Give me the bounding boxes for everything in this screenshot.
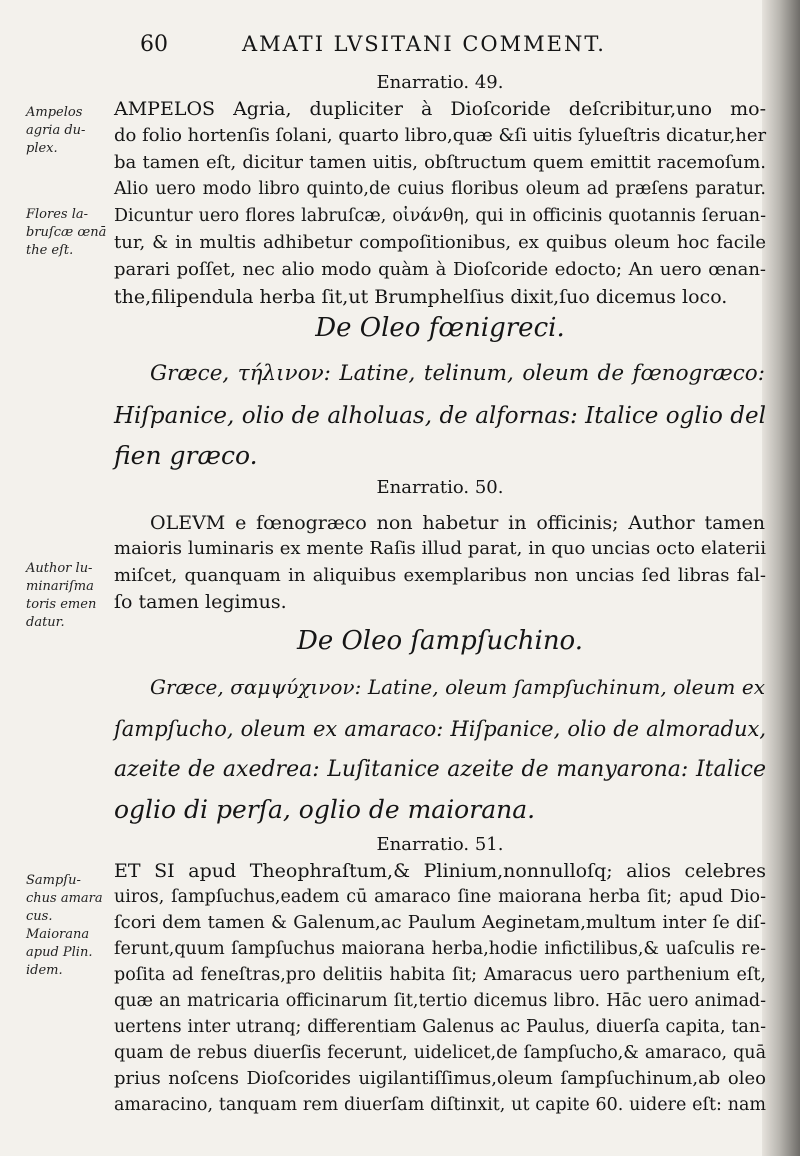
para-51-line: quam de rebus diuerſis fecerunt, uidelicet,de ſampſucho,& amaraco, quā <box>114 1043 766 1063</box>
names-foenigreci-line: Græce, τήλινον: Latine, telinum, oleum de fœnogræco: <box>150 361 765 386</box>
para-49-line: tur, & in multis adhibetur compoſitionibus, ex quibus oleum hoc facile <box>114 232 766 253</box>
para-49-line: Alio uero modo libro quinto,de cuius floribus oleum ad præſens paratur. <box>114 179 766 199</box>
para-51-line: ferunt,quum ſampſuchus maiorana herba,hodie infictilibus,& uaſculis re- <box>114 939 766 959</box>
section-heading-foenigreci: De Oleo fœnigreci. <box>315 313 565 343</box>
para-50-line: miſcet, quanquam in aliquibus exemplaribus non uncias ſed libras fal- <box>114 565 766 586</box>
para-49-line: AMPELOS Agria, dupliciter à Dioſcoride deſcribitur,uno mo- <box>114 98 766 120</box>
running-title: AMATI LVSITANI COMMENT. <box>242 32 606 56</box>
para-50-line: ſo tamen legimus. <box>114 591 287 613</box>
names-sampsuchino-line: azeite de axedrea: Luſitanice azeite de manyarona: Italice <box>114 757 766 782</box>
margin-note-author: Author lu- minariſma toris emen datur. <box>26 561 97 630</box>
names-sampsuchino-line: oglio di perſa, oglio de maiorana. <box>114 795 536 824</box>
para-49-line: parari poſſet, nec alio modo quàm à Dioſcoride edocto; An uero œnan- <box>114 259 766 280</box>
enarratio-51-heading: Enarratio. 51. <box>376 834 504 855</box>
para-51-line: ET SI apud Theophraſtum,& Plinium,nonnulloſq; alios celebres <box>114 860 766 882</box>
para-49-line: the,filipendula herba ſit,ut Brumphelſius dixit,ſuo dicemus loco. <box>114 286 728 308</box>
para-51-line: poſita ad feneſtras,pro delitiis habita ſit; Amaracus uero parthenium eſt, <box>114 965 766 985</box>
para-49-line: do folio hortenſis ſolani, quarto libro,quæ &ſi uitis ſylueſtris dicatur,her <box>114 125 767 146</box>
names-sampsuchino-line: Græce, σαμψύχινον: Latine, oleum ſampſuchinum, oleum ex <box>150 675 765 699</box>
names-foenigreci-line: fien græco. <box>114 441 258 470</box>
page-edge-shadow <box>762 0 800 1156</box>
margin-note-sampsuchus: Sampſu- chus amara cus. Maiorana apud Plin. idem. <box>26 873 103 978</box>
names-foenigreci-line: Hiſpanice, olio de alholuas, de alfornas: Italice oglio del <box>114 403 766 429</box>
page-number: 60 <box>140 32 168 57</box>
para-51-line: ſcori dem tamen & Galenum,ac Paulum Aeginetam,multum inter ſe diſ- <box>114 912 766 933</box>
para-50-line: maioris luminaris ex mente Raſis illud parat, in quo uncias octo elaterii <box>114 538 766 559</box>
enarratio-49-heading: Enarratio. 49. <box>376 72 504 93</box>
para-51-line: prius noſcens Dioſcorides uigilantiſſimus,oleum ſampſuchinum,ab oleo <box>114 1068 766 1089</box>
running-header <box>130 30 650 64</box>
para-51-line: uiros, ſampſuchus,eadem cū amaraco ſine maiorana herba ſit; apud Dio- <box>114 887 766 907</box>
para-50-line: OLEVM e fœnogræco non habetur in officinis; Author tamen <box>150 512 765 534</box>
section-heading-sampsuchino: De Oleo ſampſuchino. <box>296 626 584 656</box>
names-sampsuchino-line: ſampſucho, oleum ex amaraco: Hiſpanice, olio de almoradux, <box>114 717 766 741</box>
para-51-line: quæ an matricaria officinarum ſit,tertio dicemus libro. Hāc uero animad- <box>114 991 766 1011</box>
para-51-line: amaracino, tanquam rem diuerſam diſtinxit, ut capite 60. uidere eſt: nam <box>114 1095 766 1115</box>
margin-note-flores: Flores la- bruſcæ œnā the eſt. <box>26 207 107 258</box>
para-49-line: ba tamen eſt, dicitur tamen uitis, obſtructum quem emittit racemoſum. <box>114 152 766 173</box>
enarratio-50-heading: Enarratio. 50. <box>376 477 504 498</box>
para-49-line: Dicuntur uero flores labruſcæ, οἰνάνθη, qui in officinis quotannis ſeruan- <box>114 206 766 226</box>
para-51-line: uertens inter utranq; differentiam Galenus ac Paulus, diuerſa capita, tan- <box>114 1017 766 1037</box>
margin-note-ampelos: Ampelos agria du- plex. <box>26 105 86 156</box>
